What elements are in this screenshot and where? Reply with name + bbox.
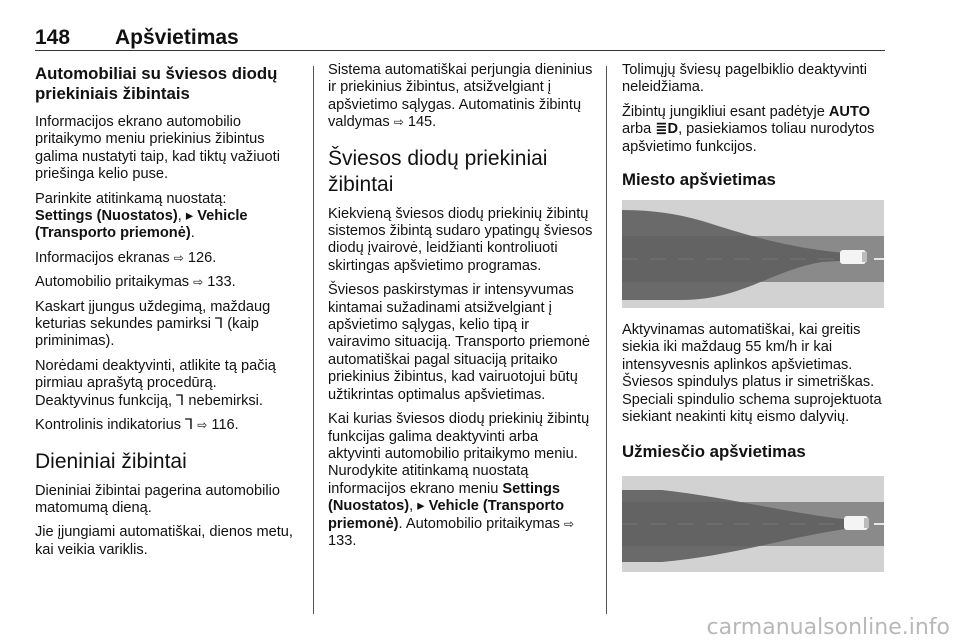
headlight-icon: ≣D [655, 121, 679, 138]
switch-label-auto: AUTO [828, 103, 870, 120]
reference-arrow-icon: ⇨ [173, 250, 184, 265]
menu-label-settings: Settings (Nuostatos) [35, 208, 178, 225]
page-reference[interactable]: 145. [407, 114, 437, 131]
paragraph: Parinkite atitinkamą nuostatą: Settings (Nuostatos), ▸ Vehicle (Transporto priemonė). [35, 190, 248, 242]
arrow-icon: ▸ [417, 498, 425, 515]
menu-label-vehicle: Vehicle (Transporto priemonė) [328, 498, 565, 532]
page-reference[interactable]: 133. [207, 274, 236, 291]
reference-arrow-icon: ⇨ [193, 275, 204, 290]
column-divider-2 [606, 66, 607, 614]
country-light-beam-figure [622, 476, 884, 572]
indicator-icon: ⅂ [185, 417, 194, 434]
watermark: carmanualsonline.info [706, 615, 950, 640]
indicator-icon: ⅂ [215, 316, 224, 333]
indicator-icon: ⅂ [176, 392, 185, 409]
section-heading-led-headlights-2: Šviesos diodų priekiniai žibintai [328, 146, 548, 196]
column-1 [35, 62, 300, 566]
paragraph: Kaskart įjungus uždegimą, maždaug keturias sekundes pamirksi ⅂ (kaip priminimas). [35, 298, 271, 350]
paragraph: Tolimųjų šviesų pagelbiklio deaktyvinti neleidžiama. [622, 62, 867, 96]
paragraph: Jie įjungiami automatiškai, dienos metu, kai veikia variklis. [35, 524, 293, 558]
section-heading-country-light: Užmiesčio apšvietimas [622, 442, 806, 462]
header-rule [35, 50, 885, 51]
page-reference[interactable]: 126. [187, 249, 217, 266]
reference-arrow-icon: ⇨ [564, 516, 575, 531]
reference-arrow-icon: ⇨ [393, 115, 404, 130]
paragraph: Automobilio pritaikymas ⇨ 133. [35, 274, 236, 291]
paragraph: Žibintų jungikliui esant padėtyje AUTO arba ≣D, pasiekiamos toliau nurodytos apšvietimo funkcijos. [622, 103, 875, 155]
paragraph: Kontrolinis indikatorius ⅂ ⇨ 116. [35, 417, 239, 434]
town-light-beam-figure [622, 200, 884, 308]
paragraph: Sistema automatiškai perjungia dieninius ir priekinius žibintus, atsižvelgiant į apšvietimo sąlygas. Automatinis žibintų valdymas ⇨ 145. [328, 62, 593, 131]
menu-label-vehicle: Vehicle (Transporto priemonė) [35, 208, 248, 242]
paragraph: Kiekvieną šviesos diodų priekinių žibintų sistemos žibintą sudaro ypatingų šviesos diodų įvairovė, leidžianti kontroliuoti skirtingas apšvietimo programas. [328, 205, 593, 274]
paragraph: Dieniniai žibintai pagerina automobilio matomumą dieną. [35, 482, 281, 516]
page-reference[interactable]: 133. [328, 532, 357, 549]
column-2 [328, 62, 593, 557]
column-3 [622, 62, 886, 586]
page-title: Apšvietimas [115, 26, 239, 49]
paragraph: Aktyvinamas automatiškai, kai greitis siekia iki maždaug 55 km/h ir kai intensyvesnis aplinkos apšvietimas. Šviesos spindulys platus ir simetriškas. Speciali spindulio schema suprojektuota siekiant neakinti kitų eismo dalyvių. [622, 322, 882, 426]
section-heading-led-headlights: Automobiliai su šviesos diodų priekiniais žibintais [35, 64, 278, 103]
paragraph: Šviesos paskirstymas ir intensyvumas kintamai sužadinami atsižvelgiant į apšvietimo sąlygas, kelio tipą ir vairavimo situaciją. Transporto priemonė automatiškai pagal situaciją pritaiko priekinius žibintus, kad vairuotojui būtų užtikrintas optimalus apšvietimas. [328, 282, 590, 403]
page-number: 148 [35, 26, 71, 49]
paragraph: Kai kurias šviesos diodų priekinių žibintų funkcijas galima deaktyvinti arba aktyvinti automobilio pritaikymo meniu. Nurodykite atitinkamą nuostatą informacijos ekrano meniu Settings (Nuostatos), ▸ Vehicle (Transporto priemonė). Automobilio pritaikymas ⇨ 133. [328, 411, 590, 549]
column-divider-1 [313, 66, 314, 614]
paragraph: Informacijos ekranas ⇨ 126. [35, 249, 217, 266]
paragraph: Informacijos ekrano automobilio pritaikymo meniu priekinius žibintus galima nustatyti taip, kad tiktų važiuoti priešinga kelio puse. [35, 114, 280, 183]
section-heading-daytime-lights: Dieniniai žibintai [35, 449, 187, 473]
arrow-icon: ▸ [185, 208, 194, 225]
menu-label-settings: Settings (Nuostatos) [328, 480, 560, 515]
page-reference[interactable]: 116. [211, 417, 239, 434]
section-heading-town-light: Miesto apšvietimas [622, 170, 776, 190]
paragraph: Norėdami deaktyvinti, atlikite tą pačią pirmiau aprašytą procedūrą. Deaktyvinus funkciją, ⅂ nebemirksi. [35, 357, 276, 409]
reference-arrow-icon: ⇨ [197, 418, 208, 433]
